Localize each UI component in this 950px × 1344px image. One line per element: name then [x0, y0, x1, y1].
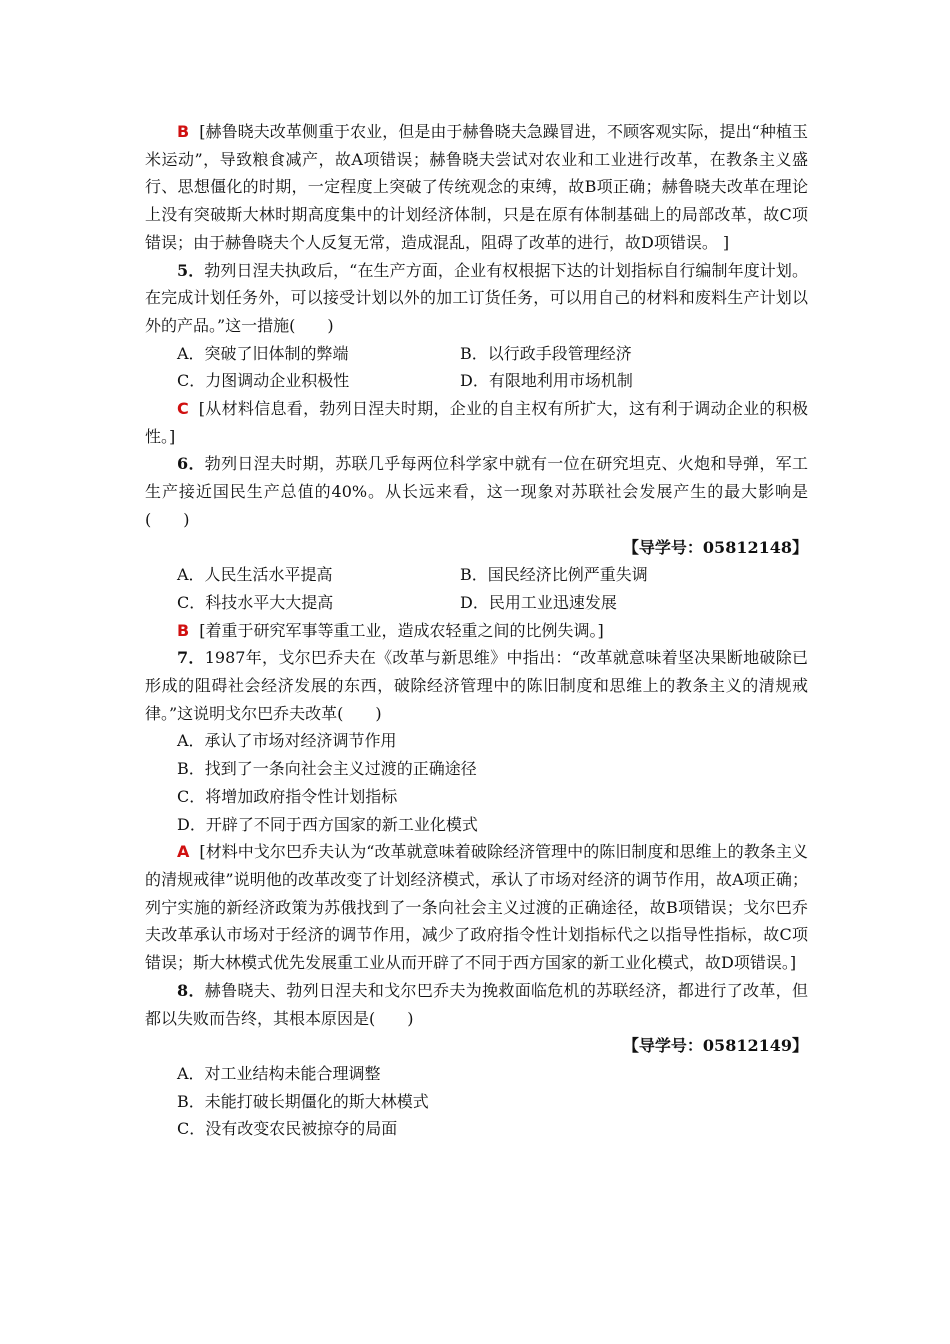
option-a: A．承认了市场对经济调节作用	[177, 731, 397, 751]
question-text: 1987年，戈尔巴乔夫在《改革与新思维》中指出：“改革就意味着坚决果断地破除已形成的阻碍社会经济发展的东西，破除经济管理中的陈旧制度和思维上的教条主义的清规戒律。”这说明戈尔巴乔夫改革( )	[145, 648, 808, 723]
answer-explanation: [材料中戈尔巴乔夫认为“改革就意味着破除经济管理中的陈旧制度和思维上的教条主义的清规戒律”说明他的改革改变了计划经济模式，承认了市场对经济的调节作用，故A项正确；列宁实施的新经济政策为苏俄找到了一条向社会主义过渡的正确途径，故B项错误；戈尔巴乔夫改革承认市场对于经济的调节作用，减少了政府指令性计划指标代之以指导性指标，故C项错误；斯大林模式优先发展重工业从而开辟了不同于西方国家的新工业化模式，故D项错误。]	[145, 842, 808, 973]
guide-number: 【导学号：05812148】	[622, 537, 808, 557]
option-row	[177, 561, 808, 589]
question-5-answer	[145, 395, 808, 450]
guide-number: 【导学号：05812149】	[622, 1036, 808, 1056]
answer-explanation: [着重于研究军事等重工业，造成农轻重之间的比例失调。]	[199, 620, 604, 640]
option-d: D．民用工业迅速发展	[460, 592, 617, 612]
option-b: B．找到了一条向社会主义过渡的正确途径	[177, 759, 477, 779]
option-a: A．人民生活水平提高	[177, 565, 333, 585]
option-d: D．开辟了不同于西方国家的新工业化模式	[177, 814, 478, 834]
option-a: A．突破了旧体制的弊端	[177, 343, 349, 363]
question-6-stem	[145, 450, 808, 533]
answer-letter: B	[177, 122, 190, 141]
answer-explanation: [赫鲁晓夫改革侧重于农业，但是由于赫鲁晓夫急躁冒进，不顾客观实际，提出“种植玉米运动”，导致粮食减产，故A项错误；赫鲁晓夫尝试对农业和工业进行改革，在教条主义盛行、思想僵化的时期，一定程度上突破了传统观念的束缚，故B项正确；赫鲁晓夫改革在理论上没有突破斯大林时期高度集中的计划经济体制，只是在原有体制基础上的局部改革，故C项错误；由于赫鲁晓夫个人反复无常，造成混乱，阻碍了改革的进行，故D项错误。 ]	[145, 122, 808, 252]
question-5-stem	[145, 257, 808, 340]
option-row	[177, 367, 808, 395]
option-c: C．将增加政府指令性计划指标	[177, 786, 398, 806]
question-number: 8．	[177, 980, 205, 1000]
question-7-stem	[145, 644, 808, 727]
answer-explanation: [从材料信息看，勃列日涅夫时期，企业的自主权有所扩大，这有利于调动企业的积极性。]	[145, 399, 808, 446]
question-number: 5．	[177, 260, 205, 280]
option-row	[177, 589, 808, 617]
option-c: C．力图调动企业积极性	[177, 371, 350, 391]
option-a: A．对工业结构未能合理调整	[177, 1063, 381, 1083]
question-6-answer	[145, 617, 808, 645]
option-b: B．国民经济比例严重失调	[460, 565, 648, 585]
option-b: B．以行政手段管理经济	[460, 343, 632, 363]
question-text: 勃列日涅夫执政后，“在生产方面，企业有权根据下达的计划指标自行编制年度计划。在完成计划任务外，可以接受计划以外的加工订货任务，可以用自己的材料和废料生产计划以外的产品。”这一措施( )	[145, 260, 808, 335]
option-row	[177, 340, 808, 368]
option-c: C．科技水平大大提高	[177, 592, 334, 612]
question-8-stem	[145, 977, 808, 1032]
question-number: 7．	[177, 648, 205, 668]
question-number: 6．	[177, 454, 205, 474]
question-text: 勃列日涅夫时期，苏联几乎每两位科学家中就有一位在研究坦克、火炮和导弹，军工生产接近国民生产总值的40%。从长远来看，这一现象对苏联社会发展产生的最大影响是( )	[145, 454, 808, 529]
option-d: D．有限地利用市场机制	[460, 371, 633, 391]
question-7-answer	[145, 838, 808, 977]
option-c: C．没有改变农民被掠夺的局面	[177, 1119, 398, 1139]
answer-letter: B	[177, 620, 190, 640]
q4-answer	[145, 118, 808, 257]
option-b: B．未能打破长期僵化的斯大林模式	[177, 1091, 429, 1111]
question-text: 赫鲁晓夫、勃列日涅夫和戈尔巴乔夫为挽救面临危机的苏联经济，都进行了改革，但都以失败而告终，其根本原因是( )	[145, 980, 808, 1028]
answer-letter: A	[177, 842, 190, 862]
answer-letter: C	[177, 399, 189, 419]
